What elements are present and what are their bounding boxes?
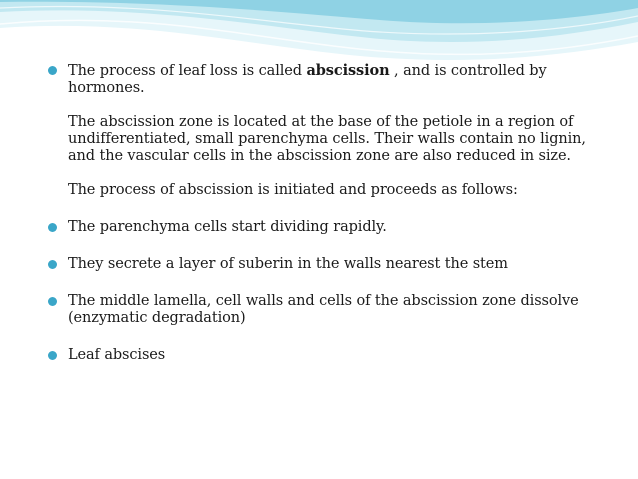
abscission-process-intro: The process of abscission is initiated and proceeds as follows: (68, 182, 518, 198)
bullet-dot-icon (48, 351, 57, 360)
abscission-definition-lead: The process of leaf loss is called (68, 63, 307, 79)
bullet-item-dissolve (48, 293, 608, 327)
bullet-text: They secrete a layer of suberin in the walls nearest the stem (68, 256, 508, 272)
bullet-item-leaf-abscises (48, 347, 608, 364)
bullet-item-parenchyma (48, 219, 608, 236)
bullet-dot-icon (48, 297, 57, 306)
bullet-text: The middle lamella, cell walls and cells of the abscission zone dissolve (enzymatic degradation) (68, 293, 579, 326)
abscission-definition-tail: , and is controlled by hormones. (68, 63, 547, 96)
bullet-item-abscission (48, 62, 608, 199)
bullet-text: The parenchyma cells start dividing rapidly. (68, 219, 387, 235)
abscission-definition (68, 62, 608, 97)
bullet-dot-icon (48, 260, 57, 269)
abscission-zone-description: The abscission zone is located at the base of the petiole in a region of undifferentiated, small parenchyma cells. Their walls contain no lignin, and the vascular cells in the abscission zone are also reduced in size. (68, 114, 586, 164)
abscission-term: abscission (306, 62, 390, 79)
bullet-item-suberin (48, 256, 608, 273)
bullet-text: Leaf abscises (68, 347, 166, 363)
bullet-dot-icon (48, 66, 57, 75)
slide-content (48, 62, 608, 384)
bullet-dot-icon (48, 223, 57, 232)
